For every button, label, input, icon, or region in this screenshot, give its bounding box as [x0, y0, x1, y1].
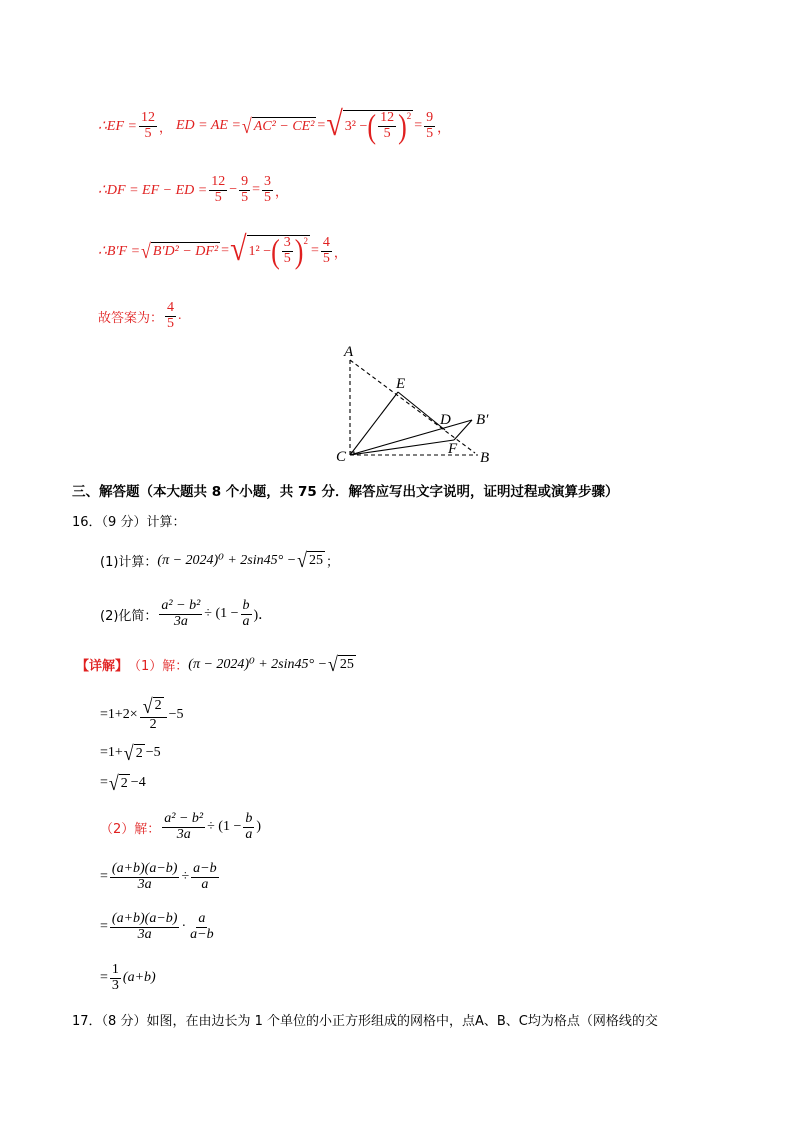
ef-prefix: ∴EF =: [98, 118, 137, 134]
label-e: E: [396, 376, 406, 392]
label-f: F: [448, 441, 458, 457]
step-4: = $\frac{(a+b)(a-b)}{3a}$ ÷ $\frac{a-b}{a}$: [100, 860, 217, 892]
step-3: = √ 2 −4: [100, 771, 146, 795]
q17-head: 17．（8 分）如图，在由边长为 1 个单位的小正方形组成的网格中，点A、B、C均为格点（网格线的交: [72, 1014, 658, 1029]
ed-result: $\frac{9}{5}$: [426, 109, 434, 141]
segment-ed: [398, 392, 445, 430]
section-title: 三、解答题（本大题共 8 个小题，共 75 分．解答应写出文字说明，证明过程或演算步骤）: [72, 484, 619, 500]
detail-line: 【详解】 （1）解： (π − 2024)⁰ + 2sin45° − √ 25: [76, 652, 354, 676]
radical: √ 3² − ( $\frac{12}{5}$ ) $^2$: [326, 105, 412, 145]
segment-cf: [350, 440, 454, 455]
geometry-figure: [330, 340, 510, 470]
q16-head: 16．（9 分）计算：: [72, 515, 186, 530]
label-c: C: [336, 449, 347, 465]
radical: √ 1² − ( $\frac{3}{5}$ ) $^2$: [230, 230, 308, 270]
q16-part2: (2)化简： $\frac{\text{a² − b²}}{3a}$ ÷ (1 − $\frac{b}{a}$ )．: [100, 597, 273, 629]
q16-part1: (1)计算： (π − 2024)⁰ + 2sin45° − √ 25 ；: [100, 548, 340, 572]
radical: √ B′D² − DF²: [141, 239, 219, 263]
label-b: B: [480, 450, 490, 466]
answer-line: 故答案为： $\frac{4}{5}$ .: [98, 299, 182, 331]
radical: √ AC² − CE²: [241, 114, 315, 138]
label-bp: B′: [476, 412, 489, 428]
step-2: =1+ √ 2 −5: [100, 741, 161, 765]
segment-ab: [350, 360, 475, 453]
line-df: ∴DF = EF − ED = $\frac{12}{5}$ − $\frac{9}{5}$ = $\frac{3}{5}$ ，: [98, 173, 289, 205]
ef-fraction: $\frac{12}{5}$: [140, 109, 155, 141]
segment-ce: [350, 392, 398, 455]
step-5: = $\frac{(a+b)(a-b)}{3a}$ · $\frac{a}{a-b}$: [100, 910, 214, 942]
label-a: A: [344, 344, 354, 360]
line-bf: ∴B′F = √ B′D² − DF² = √ 1² − ( $\frac{3}{5}$ ) $^2$ = $\frac{4}{5}$ ，: [98, 230, 347, 270]
part2-solution: （2）解： $\frac{\text{a² − b²}}{3a}$ ÷ (1 − $\frac{b}{a}$ ): [100, 810, 262, 842]
label-d: D: [440, 412, 451, 428]
step-1: =1+2× √ 2 2 −5: [100, 694, 184, 732]
detail-tag: 【详解】: [76, 658, 129, 674]
line-ef-ed: ∴EF = $\frac{12}{5}$ ， ED = AE = √ AC² − CE² = √ 3² − ( $\frac{12}{5}$ ) $^2$ = $\frac{9}{5}$ ，: [98, 105, 451, 145]
ed-expr: ED = AE =: [175, 118, 241, 133]
step-6: = $\frac{1}{3}$ (a+b): [100, 961, 156, 993]
